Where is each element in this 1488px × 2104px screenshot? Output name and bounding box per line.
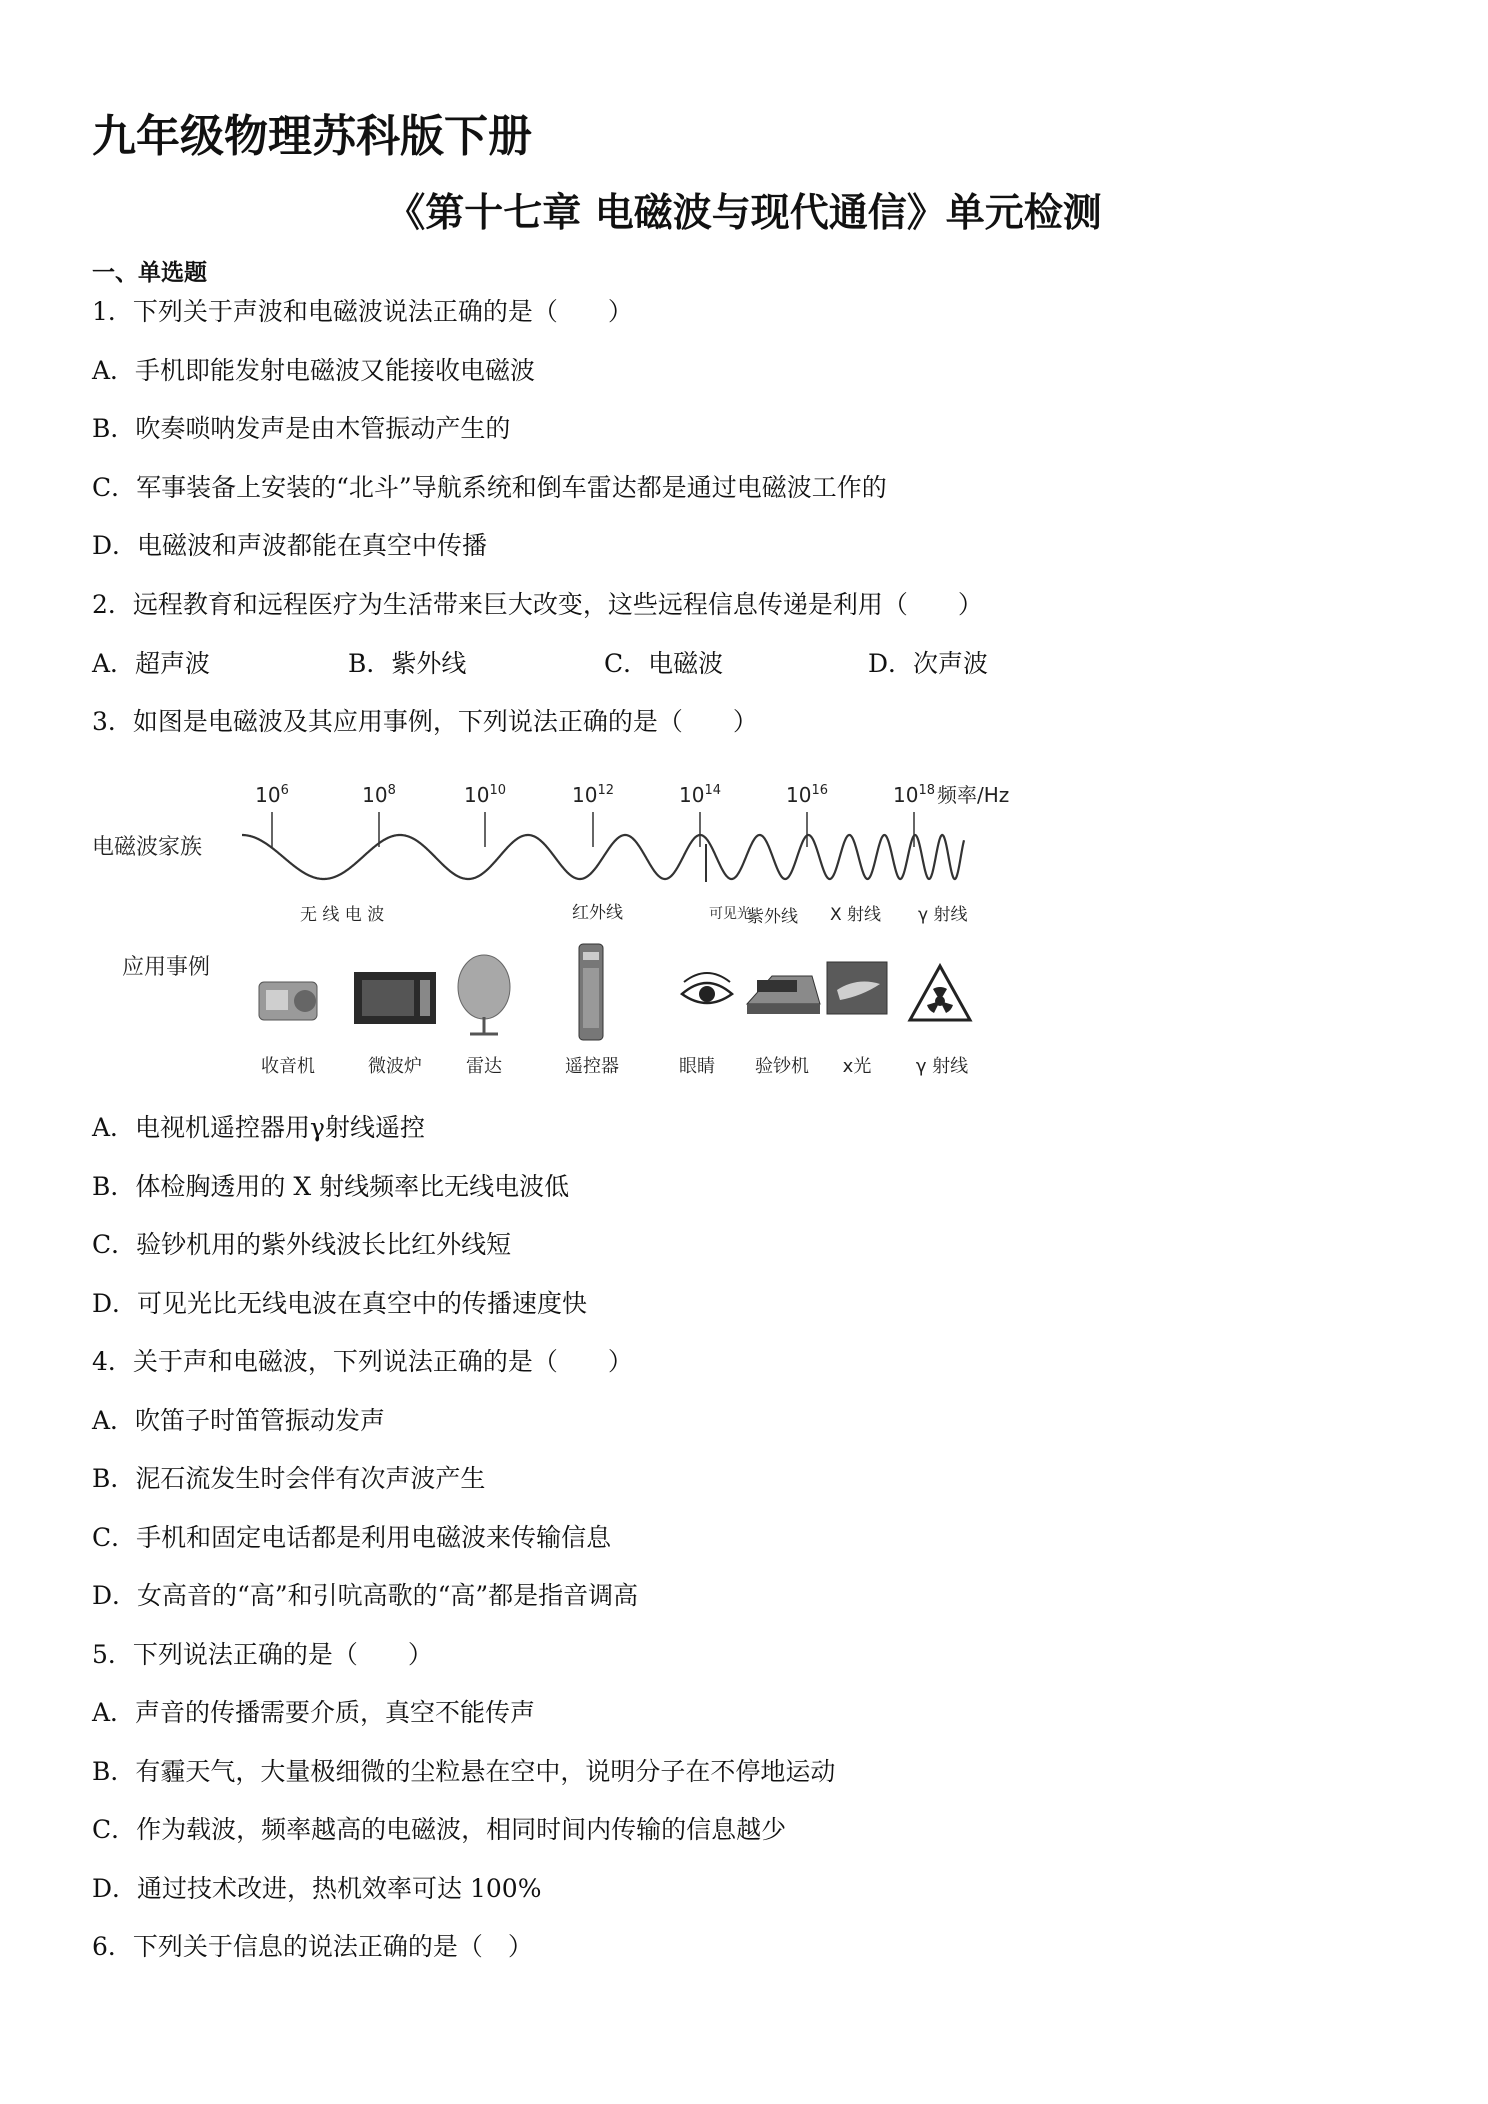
question-4-stem: 4．关于声和电磁波，下列说法正确的是（ ） [92,1347,633,1376]
em-spectrum-figure [92,772,1072,1092]
question-1-option-d: D．电磁波和声波都能在真空中传播 [92,531,488,560]
em-wave [242,835,964,879]
freq-label-1e6 [255,783,289,807]
section-heading: 一、单选题 [92,260,207,286]
radar-icon [458,955,510,1034]
question-2-stem: 2．远程教育和远程医疗为生活带来巨大改变，这些远程信息传递是利用（ ） [92,590,983,619]
eye-icon [682,973,732,1003]
question-3-option-c: C．验钞机用的紫外线波长比红外线短 [92,1230,512,1259]
freq-label-1e10 [464,783,506,807]
app-label-xray: x光 [842,1056,872,1077]
document-title: 《第十七章 电磁波与现代通信》单元检测 [386,191,1102,236]
band-visible: 可见光 [709,906,751,922]
question-5-option-d: D．通过技术改进，热机效率可达 100% [92,1874,542,1903]
svg-text:1018: $10^{18}$ [893,783,935,807]
frequency-axis [255,783,1009,807]
question-6-stem: 6．下列关于信息的说法正确的是（ ） [92,1932,533,1961]
svg-text:1010: $10^{10}$ [464,783,506,807]
question-1-option-a: A．手机即能发射电磁波又能接收电磁波 [92,356,536,385]
app-label-radar: 雷达 [466,1056,502,1077]
app-label-microwave: 微波炉 [368,1056,422,1077]
microwave-icon [354,972,436,1024]
svg-text:1016: $10^{16}$ [786,783,828,807]
question-2-option-c: C．电磁波 [604,649,724,678]
question-4-option-d: D．女高音的“高”和引吭高歌的“高”都是指音调高 [92,1581,639,1610]
question-1-stem: 1．下列关于声波和电磁波说法正确的是（ ） [92,297,633,326]
question-3-option-b: B．体检胸透用的 X 射线频率比无线电波低 [92,1172,570,1201]
page-header: 九年级物理苏科版下册 [92,111,532,162]
freq-label-1e18 [893,783,935,807]
svg-text:108: $10^8$ [362,783,396,807]
money-detector-icon [747,976,820,1014]
app-label-remote: 遥控器 [565,1056,619,1077]
tick-marks [272,812,914,847]
freq-label-1e16 [786,783,828,807]
app-label-eye: 眼睛 [679,1056,715,1077]
question-3-option-a: A．电视机遥控器用γ射线遥控 [92,1113,425,1142]
question-5-stem: 5．下列说法正确的是（ ） [92,1640,433,1669]
question-4-option-b: B．泥石流发生时会伴有次声波产生 [92,1464,486,1493]
question-4-option-c: C．手机和固定电话都是利用电磁波来传输信息 [92,1523,612,1552]
band-radio: 无 线 电 波 [300,905,385,925]
band-infrared: 红外线 [572,903,623,923]
radio-icon [259,982,317,1020]
question-3-option-d: D．可见光比无线电波在真空中的传播速度快 [92,1289,588,1318]
svg-text:106: $10^6$ [255,783,289,807]
question-1-option-c: C．军事装备上安装的“北斗”导航系统和倒车雷达都是通过电磁波工作的 [92,473,887,502]
freq-label-1e14 [679,783,721,807]
question-2-option-d: D．次声波 [868,649,989,678]
question-1-option-b: B．吹奏唢呐发声是由木管振动产生的 [92,414,511,443]
band-gamma: γ 射线 [918,905,968,925]
xray-icon [827,962,887,1014]
band-xray: X 射线 [830,905,882,925]
svg-text:1014: $10^{14}$ [679,783,721,807]
question-3-stem: 3．如图是电磁波及其应用事例，下列说法正确的是（ ） [92,707,758,736]
freq-unit-label: 频率/Hz [937,783,1010,807]
band-ultraviolet: 紫外线 [747,907,798,927]
app-label-radio: 收音机 [261,1056,315,1077]
band-labels [300,903,967,927]
svg-text:1012: $10^{12}$ [572,783,614,807]
question-5-option-a: A．声音的传播需要介质，真空不能传声 [92,1698,536,1727]
app-label-money-detector: 验钞机 [755,1056,809,1077]
question-5-option-c: C．作为载波，频率越高的电磁波，相同时间内传输的信息越少 [92,1815,787,1844]
application-label: 应用事例 [122,955,211,980]
question-4-option-a: A．吹笛子时笛管振动发声 [92,1406,386,1435]
freq-label-1e8 [362,783,396,807]
radiation-warning-icon [910,966,970,1020]
question-2-option-b: B．紫外线 [348,649,467,678]
question-5-option-b: B．有霾天气，大量极细微的尘粒悬在空中，说明分子在不停地运动 [92,1757,836,1786]
freq-label-1e12 [572,783,614,807]
em-family-label: 电磁波家族 [92,835,203,860]
remote-control-icon [579,944,603,1040]
app-label-gamma: γ 射线 [915,1056,969,1077]
application-labels [261,1056,968,1077]
question-2-options [92,648,1092,680]
question-2-option-a: A．超声波 [92,649,211,678]
